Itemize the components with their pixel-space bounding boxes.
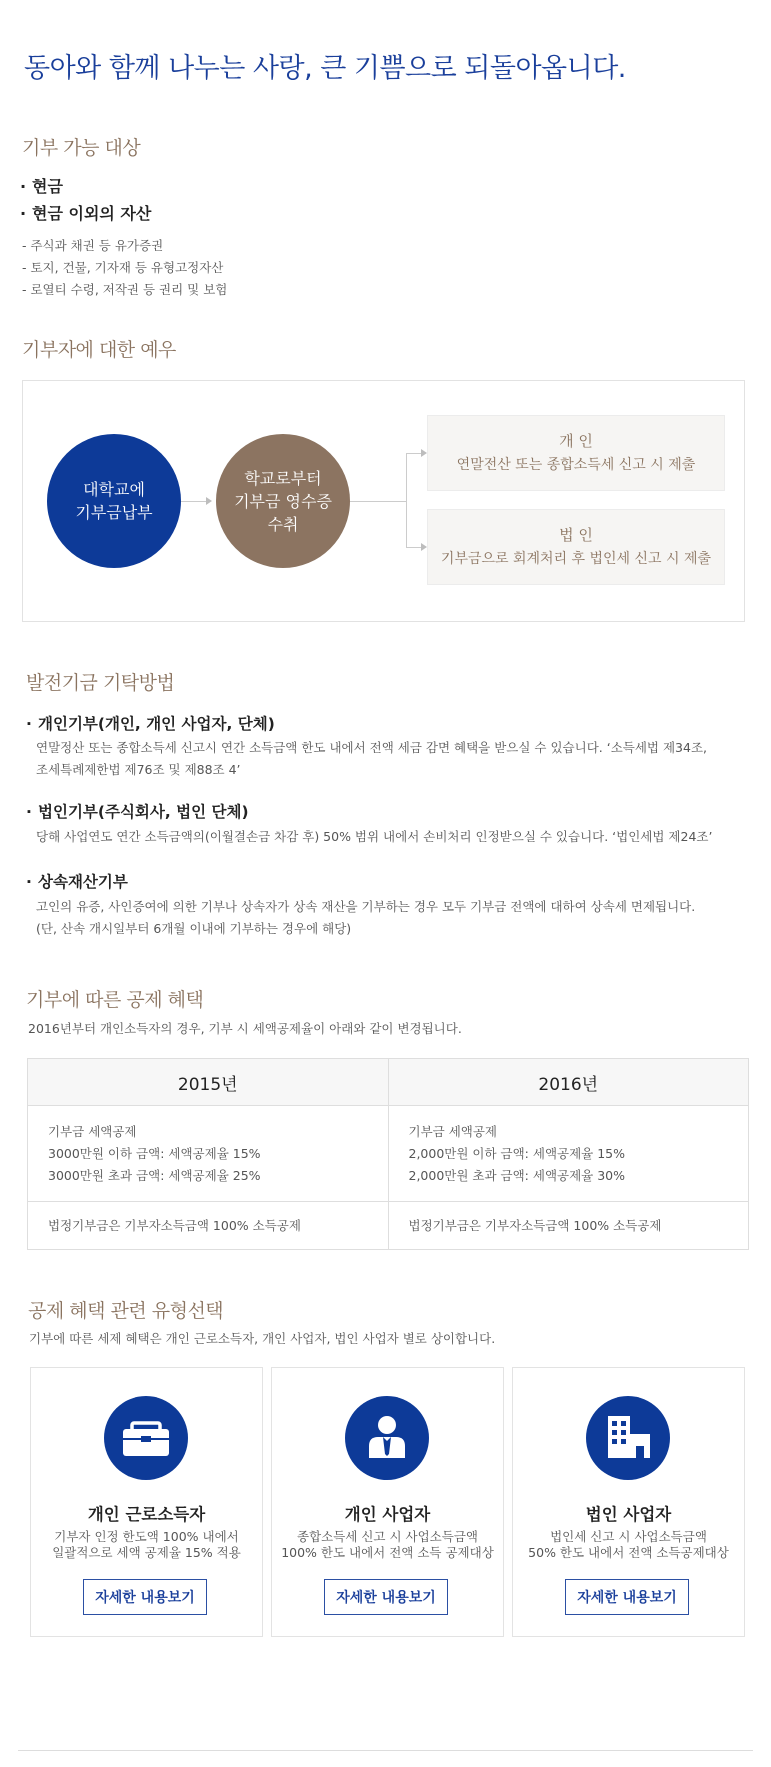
method-item-individual — [26, 712, 275, 734]
card-corporation — [512, 1367, 745, 1637]
eligible-item-non-cash — [20, 201, 151, 224]
card-desc: 법인세 신고 시 사업소득금액 50% 한도 내에서 전액 소득공제대상 — [528, 1529, 729, 1560]
corporate-desc: 기부금으로 회계처리 후 법인세 신고 시 제출 — [440, 551, 712, 567]
table-header-2016: 2016년 — [388, 1059, 749, 1106]
method-item-inheritance — [26, 870, 128, 892]
card-employee — [30, 1367, 263, 1637]
bullet-dot: · — [26, 803, 32, 821]
method-title: 개인기부(개인, 개인 사업자, 단체) — [38, 715, 275, 733]
card-desc: 종합소득세 신고 시 사업소득금액 100% 한도 내에서 전액 소득 공제대상 — [281, 1529, 494, 1560]
individual-desc: 연말전산 또는 종합소득세 신고 시 제출 — [456, 457, 696, 473]
eligible-sub-item: - 로열티 수령, 저작권 등 권리 및 보험 — [22, 282, 228, 297]
methods-section-title: 발전기금 기탁방법 — [26, 672, 175, 694]
bullet-dot: · — [26, 715, 32, 733]
card-title: 개인 근로소득자 — [87, 1505, 206, 1524]
card-self-employed — [271, 1367, 504, 1637]
card-desc: 기부자 인정 한도액 100% 내에서 일괄적으로 세액 공제율 15% 적용 — [52, 1529, 241, 1560]
eligible-item-label: 현금 — [32, 177, 63, 196]
connector-line — [181, 501, 207, 502]
deduction-table — [27, 1058, 749, 1250]
method-title: 상속재산기부 — [38, 873, 128, 891]
individual-result-box — [427, 415, 725, 491]
bullet-dot: · — [20, 177, 27, 196]
briefcase-icon — [104, 1396, 188, 1480]
eligible-sub-item: - 주식과 채권 등 유가증권 — [22, 238, 164, 253]
types-subtitle: 기부에 따른 세제 혜택은 개인 근로소득자, 개인 사업자, 법인 사업자 별로 상이합니다. — [29, 1331, 496, 1346]
table-cell — [28, 1106, 389, 1202]
view-details-button[interactable]: 자세한 내용보기 — [565, 1579, 689, 1615]
method-desc: 당해 사업연도 연간 소득금액의(이월결손금 차감 후) 50% 범위 내에서 손비처리 인정받으실 수 있습니다. ‘법인세법 제24조’ — [36, 829, 713, 844]
table-header-row — [28, 1059, 749, 1106]
view-details-button[interactable]: 자세한 내용보기 — [83, 1579, 207, 1615]
step-donate-circle — [47, 434, 181, 568]
corporate-result-box — [427, 509, 725, 585]
person-icon — [345, 1396, 429, 1480]
table-cell: 법정기부금은 기부자소득금액 100% 소득공제 — [388, 1202, 749, 1250]
eligible-item-label: 현금 이외의 자산 — [32, 204, 152, 223]
individual-title: 개 인 — [559, 432, 593, 450]
table-row — [28, 1106, 749, 1202]
eligible-sub-item: - 토지, 건물, 기자재 등 유형고정자산 — [22, 260, 224, 275]
method-desc: (단, 산속 개시일부터 6개월 이내에 기부하는 경우에 해당) — [36, 921, 352, 936]
bullet-dot: · — [26, 873, 32, 891]
eligible-item-cash — [20, 174, 63, 197]
footer-divider — [18, 1750, 753, 1751]
method-desc: 연말정산 또는 종합소득세 신고시 연간 소득금액 한도 내에서 전액 세금 감면 혜택을 받으실 수 있습니다. ‘소득세법 제34조, — [36, 740, 708, 755]
table-row — [28, 1202, 749, 1250]
step-donate-label: 대학교에 기부금납부 — [75, 480, 153, 522]
page-headline: 동아와 함께 나누는 사랑, 큰 기쁨으로 되돌아옵니다. — [24, 53, 626, 84]
step-receipt-circle — [216, 434, 350, 568]
card-title: 법인 사업자 — [585, 1505, 672, 1524]
card-title: 개인 사업자 — [344, 1505, 431, 1524]
table-cell: 법정기부금은 기부자소득금액 100% 소득공제 — [28, 1202, 389, 1250]
eligible-section-title: 기부 가능 대상 — [22, 137, 141, 159]
courtesy-flow-diagram — [22, 380, 745, 622]
cell-text: 기부금 세액공제 2,000만원 이하 금액: 세액공제율 15% 2,000만원 초과 금액: 세액공제율 30% — [408, 1123, 625, 1183]
table-cell — [388, 1106, 749, 1202]
arrow-right-icon — [206, 497, 212, 505]
deduction-subtitle: 2016년부터 개인소득자의 경우, 기부 시 세액공제율이 아래와 같이 변경됩니다. — [28, 1021, 462, 1036]
view-details-button[interactable]: 자세한 내용보기 — [324, 1579, 448, 1615]
method-desc: 조세특례제한법 제76조 및 제88조 4’ — [36, 762, 241, 777]
method-title: 법인기부(주식회사, 법인 단체) — [38, 803, 249, 821]
deduction-section-title: 기부에 따른 공제 혜택 — [26, 989, 204, 1011]
connector-line — [350, 501, 406, 502]
step-receipt-label: 학교로부터 기부금 영수증 수취 — [234, 468, 332, 534]
types-section-title: 공제 혜택 관련 유형선택 — [28, 1300, 224, 1322]
courtesy-section-title: 기부자에 대한 예우 — [22, 339, 176, 361]
connector-line — [406, 453, 407, 548]
method-item-corporate — [26, 800, 249, 822]
building-icon — [586, 1396, 670, 1480]
cell-text: 기부금 세액공제 3000만원 이하 금액: 세액공제율 15% 3000만원 초과 금액: 세액공제율 25% — [48, 1123, 261, 1183]
bullet-dot: · — [20, 204, 27, 223]
table-header-2015: 2015년 — [28, 1059, 389, 1106]
corporate-title: 법 인 — [559, 526, 593, 544]
method-desc: 고인의 유증, 사인증여에 의한 기부나 상속자가 상속 재산을 기부하는 경우 모두 기부금 전액에 대하여 상속세 면제됩니다. — [36, 899, 696, 914]
